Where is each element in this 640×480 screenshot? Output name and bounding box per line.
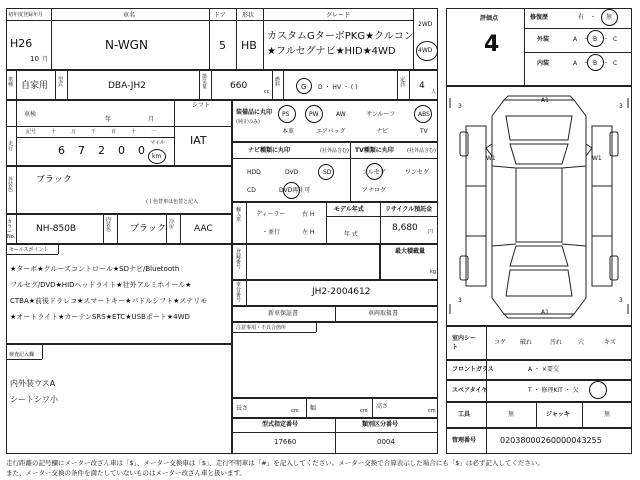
length-cm: cm [291, 408, 299, 414]
equip-row2-1: エアバッグ [316, 128, 346, 135]
grade-label: グレード [326, 12, 351, 19]
glass-value: A ・ ×要交 [528, 366, 559, 373]
mileage-digit-4: 0 [138, 144, 145, 157]
mileage-unit-3: 千 [91, 129, 97, 135]
navi-sub: (社外品含む) [320, 148, 349, 154]
reg-year-label: 初年度登録年月 [8, 12, 44, 18]
inspect-month: 月 [148, 116, 155, 123]
footer-line1: 走行距離の記号欄にメーター改ざん車は「$」、メーター交換車は「$」、走行不明車は「#」を記入してください。メーター交換で合算表示した場合にも「$」は必ず記入してください。 [6, 459, 544, 467]
length-label: 長さ [236, 405, 249, 412]
equip-circle-1 [305, 105, 323, 123]
car-name-label: 車名 [123, 12, 136, 19]
repair-label: 修復歴 [530, 14, 549, 21]
color-no-label: カラーNo. [7, 219, 16, 240]
exterior-label: 外装 [537, 36, 550, 43]
spec-row [6, 70, 438, 100]
width-label: 幅 [310, 405, 317, 412]
inspector-line2: シートシワ小 [10, 395, 58, 404]
warranty: 新車保証書 [268, 310, 299, 317]
right-hand: 右 H [302, 211, 315, 218]
mark-w1-left: W1 [486, 155, 496, 162]
shift-value: IAT [190, 134, 207, 147]
doors-label: ドア [214, 12, 226, 19]
int-grade-dot-0: ・ [583, 60, 590, 67]
navi-dvd-play: DVD再生可 [279, 187, 311, 194]
inspect-label: 車検 [24, 111, 37, 118]
car-diagram [446, 86, 632, 326]
tv-label: TV種類に丸印 [355, 147, 394, 154]
type-value: DBA-JH2 [108, 81, 146, 91]
equip-circle-2 [414, 105, 432, 123]
equip-label: 装備品に丸印 [236, 109, 273, 116]
tool-value: 無 [508, 411, 515, 418]
mileage-digit-2: 2 [98, 144, 105, 157]
jack-value: 無 [604, 411, 611, 418]
width-cm: cm [360, 408, 368, 414]
mile-unit: マイル [150, 140, 165, 146]
fuel-rest: D ・ HV ・ ( ) [318, 84, 358, 91]
drive-2wd: 2WD [418, 21, 433, 28]
type-label: 型式 [58, 77, 64, 88]
max-load-label: 最大積載量 [395, 248, 426, 255]
car-name: N-WGN [105, 38, 148, 52]
mark-a1-top: A1 [541, 97, 549, 104]
exterior-b-circle [587, 30, 604, 47]
parallel: ・並行 [262, 229, 281, 236]
era-year: H26 [10, 37, 33, 50]
run-label: 走行 [8, 141, 14, 152]
equip-0: PS [282, 111, 290, 118]
use-label: 車種 [8, 77, 14, 88]
mileage-unit-5: 十 [131, 129, 137, 135]
glass-label: フロントガラス [452, 366, 494, 373]
equip-row2-3: TV [420, 128, 428, 135]
mileage-unit-1: 十 [51, 129, 57, 135]
equipment-block [232, 100, 438, 142]
height-label: 高さ [376, 403, 389, 410]
navi-sd-circle [318, 164, 334, 180]
selling-line-3: ★オートライト★カーテンSRS★ETC★USBポート★4WD [10, 313, 190, 321]
manual: 車両取扱書 [368, 310, 399, 317]
equip-1: PW [309, 111, 319, 118]
mark-3-bl: 3 [458, 297, 462, 304]
disp-label: 排気量 [202, 74, 208, 90]
km-circle [148, 149, 166, 164]
use-value: 自家用 [21, 81, 49, 91]
shift-label: シフト [192, 102, 211, 109]
ext-grade-a: A [573, 36, 578, 43]
navi-hdd: HDD [247, 169, 261, 176]
navi-dvd-play-circle [283, 182, 300, 199]
cap-label: 定員 [400, 77, 406, 88]
repair-yes: 有 [578, 14, 585, 21]
model-year-label: モデル年式 [334, 206, 364, 213]
mileage-digit-3: 0 [118, 144, 125, 157]
mgmt-value: 02038000260000043255 [500, 436, 602, 445]
left-hand: 左 H [302, 229, 315, 236]
int-color-label: 内装色 [106, 217, 112, 233]
fuel-label: 燃料 [275, 77, 281, 88]
drive-4wd: 4WD [418, 47, 433, 54]
ac-value: AAC [194, 224, 213, 234]
mark-3-tl: 3 [458, 103, 462, 110]
tool-label: 工具 [458, 411, 471, 418]
ext-color-note: ( ) 色替車は色替と記入 [146, 199, 199, 205]
fuel-g: G [301, 83, 307, 91]
interior-b-circle [587, 54, 604, 71]
model-no: 17660 [274, 438, 297, 446]
int-grade-c: C [613, 60, 618, 67]
recycle-value: 8,680 [392, 223, 418, 233]
navi-dvd: DVD [285, 169, 299, 176]
repair-no: 無 [606, 14, 613, 21]
capacity: 4 [419, 81, 425, 91]
height-cm: cm [428, 408, 436, 414]
ext-grade-b: B [593, 36, 598, 43]
doors-value: 5 [219, 39, 226, 52]
mark-a1-bottom: A1 [541, 309, 549, 316]
selling-line-1: フルセグ/DVD★HIDヘッドライト★社外アルミホイール★ [10, 281, 192, 289]
room-seat-item-3: 穴 [578, 339, 585, 346]
navi-label: ナビ種類に丸印 [248, 147, 291, 154]
reg-no-label: 登録番号 [236, 249, 242, 270]
room-seat-label: 室内シート [452, 335, 477, 351]
inspect-year: 年 [105, 116, 112, 123]
grade-line2: ★フルセグナビ★HID★4WD [267, 46, 396, 57]
notes-label: 注意事項・不具合箇所 [236, 325, 287, 331]
ext-color: ブラック [36, 175, 72, 185]
int-grade-b: B [593, 60, 598, 67]
repair-dot: ・ [590, 14, 597, 21]
equip-sub: (純正のみ) [236, 119, 260, 125]
mileage-unit-2: 万 [71, 129, 77, 135]
equip-row2-0: 本革 [282, 128, 295, 135]
mileage-unit-6: 一 [151, 129, 157, 135]
selling-label: セールスポイント [9, 247, 49, 253]
inspector-label: 検査記入欄 [9, 352, 35, 358]
mark-3-br: 3 [619, 297, 623, 304]
selling-points-block [6, 244, 232, 344]
class-no: 0004 [377, 438, 395, 446]
ext-grade-c: C [613, 36, 618, 43]
eval-value: 4 [484, 32, 500, 57]
eval-label: 評価点 [480, 15, 499, 22]
equip-2: AW [336, 111, 346, 118]
model-no-label: 型式指定番号 [262, 421, 299, 428]
import-label: 輸入車 [236, 207, 242, 223]
ext-color-label: 外装色 [8, 177, 14, 193]
exterior-color-block [6, 166, 232, 214]
selling-line-0: ★ターボ★クルーズコントロール★SDナビ/Bluetooth [10, 265, 180, 273]
ext-grade-dot-0: ・ [583, 36, 590, 43]
ext-grade-dot-1: ・ [603, 36, 610, 43]
mark-3-tr: 3 [619, 103, 623, 110]
equip-3: サンルーフ [366, 111, 396, 118]
cc-unit: cc [264, 89, 270, 95]
selling-line-2: CTBA★前後ドラレコ★スマートキー★パドルシフト★ステリモ [10, 297, 208, 305]
spare-circle [589, 381, 607, 399]
notes-block [232, 322, 438, 398]
month-suffix: 月 [42, 56, 49, 63]
shape-value: HB [241, 39, 257, 52]
spare-value: T ・ 修理KIT ・ 欠 [528, 387, 579, 394]
room-seat-item-2: 汚れ [550, 339, 563, 346]
inspector-line1: 内外装ウスA [10, 379, 56, 388]
chassis: JH2-2004612 [312, 287, 371, 297]
km-unit: km [152, 153, 162, 160]
registration-block [232, 244, 380, 280]
fuel-g-circle [296, 78, 312, 94]
class-no-label: 類別区分番号 [362, 421, 399, 428]
mgmt-label: 管理番号 [452, 437, 477, 444]
int-color: ブラック [130, 224, 166, 234]
room-seat-item-4: キズ [604, 339, 616, 346]
repair-no-circle [601, 9, 618, 26]
equip-circle-0 [278, 105, 296, 123]
room-seat-item-1: 破れ [520, 339, 533, 346]
mileage-digit-0: 6 [58, 144, 65, 157]
month-value: 10 [30, 55, 39, 63]
person-unit: 人 [431, 89, 437, 95]
mileage-unit-0: 記号 [26, 129, 37, 135]
navi-sd: SD [323, 169, 332, 176]
tv-sub: (社外品含む) [407, 148, 436, 154]
jack-label: ジャッキ [546, 411, 570, 418]
tv-oneseg: ワンセグ [405, 169, 430, 176]
navi-cd: CD [247, 187, 256, 194]
model-year: 年 式 [344, 231, 358, 238]
interior-label: 内装 [537, 60, 550, 67]
recycle-label: リサイクル預託金 [385, 206, 433, 213]
mark-w1-right: W1 [592, 155, 602, 162]
yen-unit: 円 [428, 229, 434, 235]
mileage-unit-4: 百 [111, 129, 117, 135]
equip-row2-2: ナビ [376, 128, 389, 135]
footer-line2: また、メーター交換の条件を満たしていないものはメーター改ざん車と扱います。 [6, 469, 246, 477]
int-grade-dot-1: ・ [603, 60, 610, 67]
tv-fullseg-circle [366, 163, 383, 180]
equip-4: ABS [418, 111, 430, 118]
tv-fullseg: フルセグ [362, 169, 386, 176]
dims-row [232, 398, 438, 418]
room-seat-item-0: コゲ [494, 339, 507, 346]
dealer: ディーラー [256, 211, 286, 218]
color-no: NH-850B [36, 224, 77, 234]
mileage-digit-1: 7 [78, 144, 85, 157]
ac-label: 冷房 [169, 219, 175, 230]
tv-analog: アナログ [362, 187, 387, 194]
kg-unit: kg [430, 269, 437, 275]
grade-line1: カスタムGターボPKG★クルコン [267, 31, 414, 42]
chassis-label: 車台番号 [236, 282, 242, 303]
int-grade-a: A [573, 60, 578, 67]
spare-label: スペアタイヤ [452, 387, 488, 394]
shape-label: 形状 [242, 12, 255, 19]
drive-4wd-circle [416, 41, 438, 61]
displacement: 660 [230, 81, 248, 91]
